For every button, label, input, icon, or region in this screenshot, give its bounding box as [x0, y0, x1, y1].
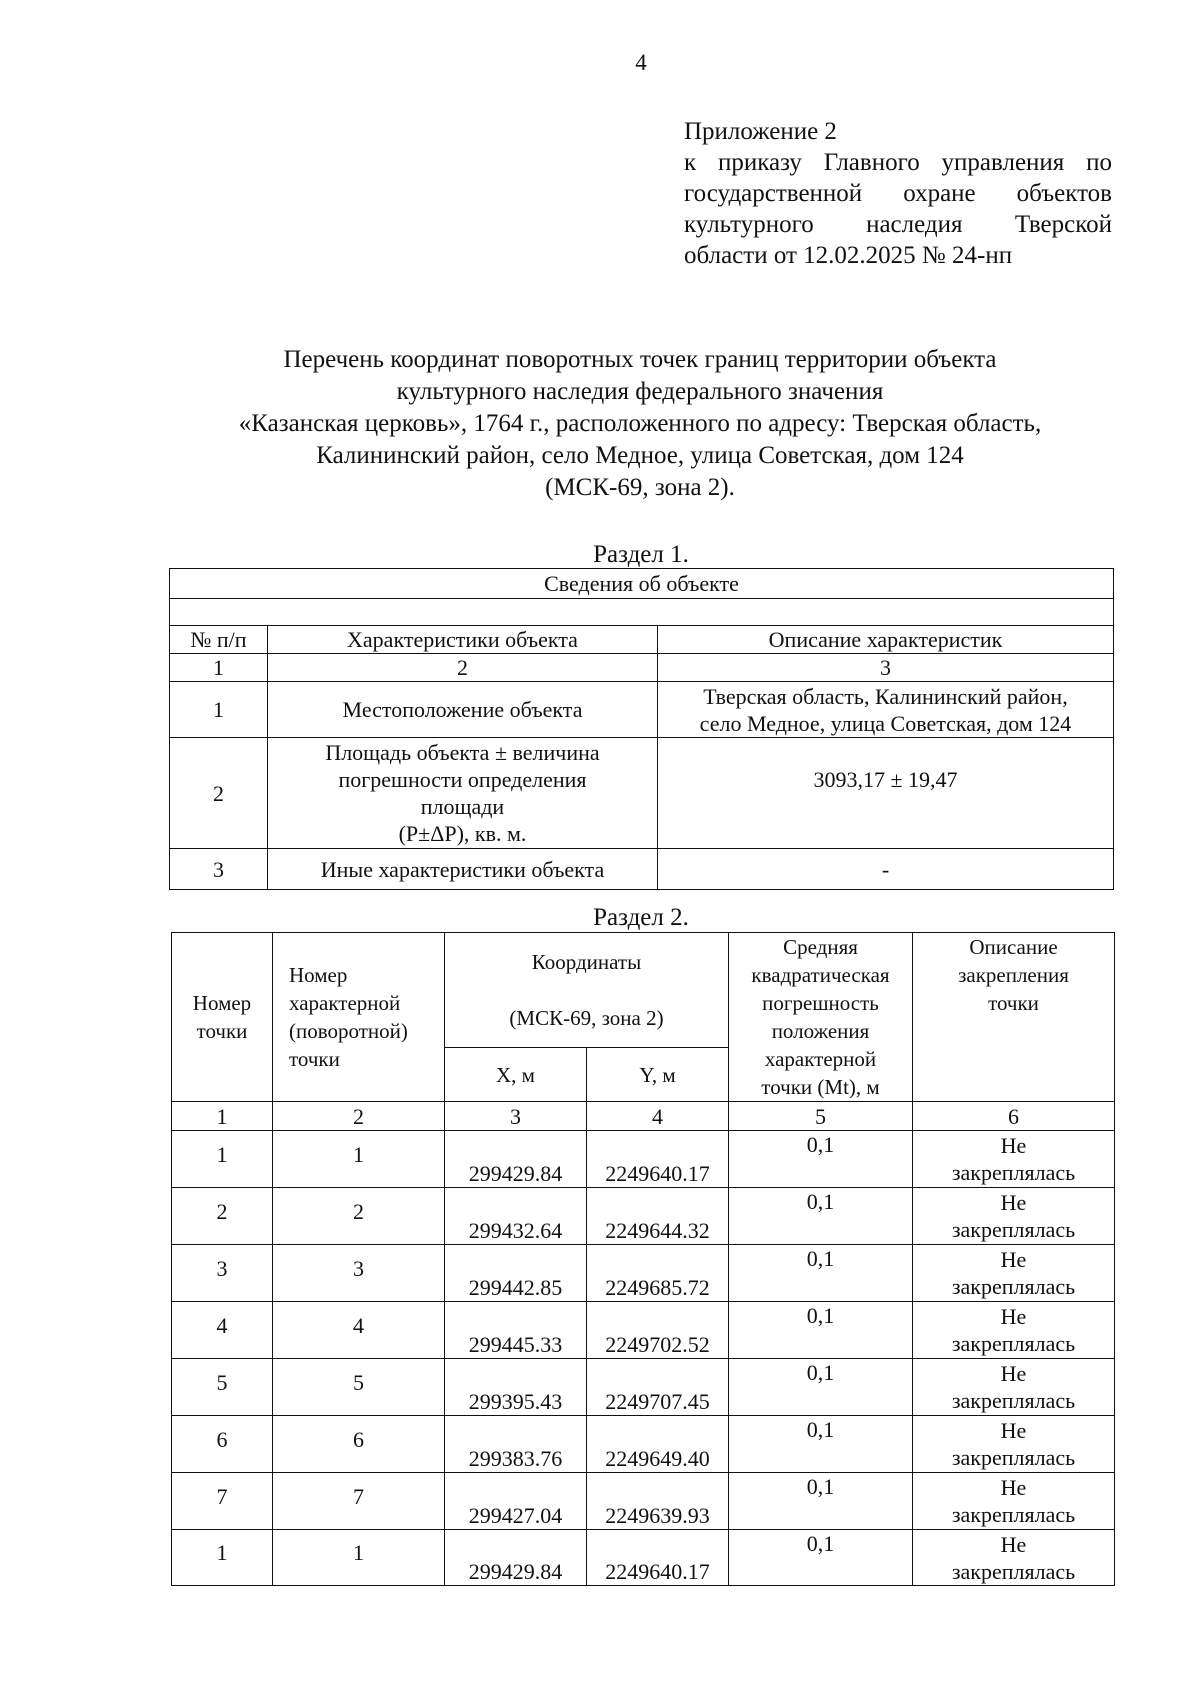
header-y: Y, м	[587, 1048, 729, 1102]
description-cell	[658, 682, 1114, 738]
y-coordinate-cell: 2249644.32	[587, 1188, 729, 1245]
document-title	[140, 344, 1140, 504]
cell-line: закреплялась	[951, 1217, 1076, 1242]
cell-line: закреплялась	[951, 1331, 1076, 1356]
row-number: 2	[170, 738, 268, 849]
cell-line: закреплялась	[951, 1160, 1076, 1185]
column-header: Характеристики объекта	[268, 626, 658, 654]
cell-line: Площадь объекта ± величина	[325, 740, 600, 765]
mean-error-cell: 0,1	[729, 1416, 913, 1473]
y-coordinate-cell: 2249640.17	[587, 1131, 729, 1188]
header-line: Средняя	[783, 935, 858, 959]
x-coordinate-cell: 299395.43	[445, 1359, 587, 1416]
fixing-description-cell	[913, 1473, 1115, 1530]
characteristic-point-cell: 1	[273, 1530, 445, 1586]
point-number-cell: 3	[172, 1245, 273, 1302]
appendix-line: области от 12.02.2025 № 24-нп	[684, 242, 1013, 269]
x-coordinate-cell: 299432.64	[445, 1188, 587, 1245]
x-coordinate-cell: 299429.84	[445, 1530, 587, 1586]
point-number-cell: 6	[172, 1416, 273, 1473]
row-number: 1	[170, 682, 268, 738]
column-number: 3	[658, 654, 1114, 682]
header-line	[448, 976, 725, 1004]
cell-line: (P±ΔP), кв. м.	[398, 821, 527, 846]
y-coordinate-cell: 2249685.72	[587, 1245, 729, 1302]
header-coordinates	[445, 933, 729, 1048]
mean-error-cell: 0,1	[729, 1131, 913, 1188]
title-line: культурного наследия федерального значения	[396, 378, 884, 405]
cell-line: Не	[1000, 1361, 1027, 1386]
table-row	[170, 682, 1114, 738]
header-line: характерной	[764, 1047, 877, 1071]
column-number: 5	[729, 1102, 913, 1131]
cell-line: Не	[1000, 1531, 1027, 1557]
fixing-description-cell	[913, 1302, 1115, 1359]
cell-line: Тверская область, Калининский район,	[703, 683, 1068, 709]
point-number-cell: 2	[172, 1188, 273, 1245]
header-line: точки	[289, 1047, 340, 1071]
header-line: погрешность	[762, 991, 879, 1015]
fixing-description-cell	[913, 1359, 1115, 1416]
header-line: положения	[771, 1019, 870, 1043]
point-number-cell: 5	[172, 1359, 273, 1416]
header-line: (МСК-69, зона 2)	[509, 1006, 664, 1030]
characteristic-point-cell: 4	[273, 1302, 445, 1359]
header-line: Координаты	[531, 950, 642, 974]
x-coordinate-cell: 299445.33	[445, 1302, 587, 1359]
table-row	[172, 1302, 1115, 1359]
mean-error-cell: 0,1	[729, 1245, 913, 1302]
table-row	[172, 1416, 1115, 1473]
table-row	[172, 1245, 1115, 1302]
header-line: (поворотной)	[289, 1019, 408, 1043]
mean-error-cell: 0,1	[729, 1302, 913, 1359]
y-coordinate-cell: 2249640.17	[587, 1530, 729, 1586]
section1-label: Раздел 1.	[593, 541, 689, 568]
header-fixing-description	[913, 933, 1115, 1102]
cell-line: закреплялась	[951, 1502, 1076, 1527]
cell-line: село Медное, улица Советская, дом 124	[699, 710, 1072, 736]
cell-line: закреплялась	[951, 1274, 1076, 1299]
header-x: X, м	[445, 1048, 587, 1102]
cell-line: Не	[1000, 1190, 1027, 1215]
section2-label: Раздел 2.	[593, 904, 689, 931]
cell-line: площади	[420, 794, 505, 819]
y-coordinate-cell: 2249639.93	[587, 1473, 729, 1530]
y-coordinate-cell: 2249702.52	[587, 1302, 729, 1359]
header-line: точки	[196, 1019, 248, 1043]
fixing-description-cell	[913, 1416, 1115, 1473]
title-line: (МСК-69, зона 2).	[545, 474, 735, 501]
title-line: Перечень координат поворотных точек границ территории объекта	[283, 346, 997, 373]
object-info-table	[169, 568, 1114, 890]
table-row	[172, 1359, 1115, 1416]
y-coordinate-cell: 2249707.45	[587, 1359, 729, 1416]
appendix-line: к приказу Главного управления по	[684, 149, 1112, 176]
characteristic-point-cell: 6	[273, 1416, 445, 1473]
mean-error-cell: 0,1	[729, 1188, 913, 1245]
header-line: квадратическая	[751, 963, 890, 987]
header-line: точки (Mt), м	[761, 1075, 880, 1099]
cell-line: Не	[1000, 1304, 1027, 1329]
row-number: 3	[170, 849, 268, 890]
cell-line: закреплялась	[951, 1558, 1076, 1584]
cell-line: Местоположение объекта	[342, 697, 583, 722]
characteristic-cell	[268, 738, 658, 849]
characteristic-point-cell: 3	[273, 1245, 445, 1302]
point-number-cell: 4	[172, 1302, 273, 1359]
cell-line: 3093,17 ± 19,47	[813, 767, 958, 792]
mean-error-cell: 0,1	[729, 1473, 913, 1530]
cell-line: закреплялась	[951, 1445, 1076, 1470]
fixing-description-cell	[913, 1188, 1115, 1245]
header-line: точки	[988, 991, 1039, 1015]
x-coordinate-cell: 299427.04	[445, 1473, 587, 1530]
table-row	[172, 1530, 1115, 1586]
coordinates-table	[171, 932, 1115, 1586]
cell-line: Не	[1000, 1475, 1027, 1500]
title-line: «Казанская церковь», 1764 г., расположенного по адресу: Тверская область,	[238, 410, 1042, 437]
column-number: 4	[587, 1102, 729, 1131]
header-point-number	[172, 933, 273, 1102]
mean-error-cell: 0,1	[729, 1359, 913, 1416]
table-row	[172, 1473, 1115, 1530]
characteristic-point-cell: 5	[273, 1359, 445, 1416]
characteristic-cell	[268, 682, 658, 738]
cell-line: -	[881, 856, 890, 882]
column-number: 2	[273, 1102, 445, 1131]
cell-line: Не	[1000, 1247, 1027, 1272]
column-number: 3	[445, 1102, 587, 1131]
column-number: 1	[170, 654, 268, 682]
table-row	[172, 1188, 1115, 1245]
header-line: Номер	[192, 991, 252, 1015]
appendix-line: государственной охране объектов	[684, 180, 1112, 207]
header-characteristic-point	[273, 933, 445, 1102]
point-number-cell: 1	[172, 1131, 273, 1188]
appendix-line: культурного наследия Тверской	[684, 211, 1112, 238]
cell-line: погрешности определения	[338, 767, 587, 792]
point-number-cell: 1	[172, 1530, 273, 1586]
cell-line: Не	[1000, 1418, 1027, 1443]
appendix-line: Приложение 2	[684, 118, 837, 145]
description-cell	[658, 738, 1114, 849]
header-line: характерной	[289, 991, 401, 1015]
spacer-row	[170, 599, 1114, 626]
x-coordinate-cell: 299383.76	[445, 1416, 587, 1473]
x-coordinate-cell: 299429.84	[445, 1131, 587, 1188]
table-row	[170, 738, 1114, 849]
table-caption: Сведения об объекте	[170, 569, 1114, 599]
header-mean-error	[729, 933, 913, 1102]
header-line: закрепления	[958, 963, 1069, 987]
column-number: 1	[172, 1102, 273, 1131]
cell-line: Иные характеристики объекта	[320, 856, 605, 882]
header-line: Описание	[969, 935, 1058, 959]
cell-line: закреплялась	[951, 1388, 1076, 1413]
column-header: № п/п	[170, 626, 268, 654]
mean-error-cell: 0,1	[729, 1530, 913, 1586]
fixing-description-cell	[913, 1530, 1115, 1586]
fixing-description-cell	[913, 1131, 1115, 1188]
characteristic-point-cell: 2	[273, 1188, 445, 1245]
fixing-description-cell	[913, 1245, 1115, 1302]
page-number: 4	[635, 50, 647, 75]
point-number-cell: 7	[172, 1473, 273, 1530]
table-row	[172, 1131, 1115, 1188]
header-line: Номер	[289, 963, 348, 987]
description-cell	[658, 849, 1114, 890]
title-line: Калининский район, село Медное, улица Советская, дом 124	[316, 442, 964, 469]
appendix-heading	[684, 116, 1112, 271]
column-number: 2	[268, 654, 658, 682]
column-header: Описание характеристик	[658, 626, 1114, 654]
characteristic-point-cell: 7	[273, 1473, 445, 1530]
characteristic-cell	[268, 849, 658, 890]
table-row	[170, 849, 1114, 890]
characteristic-point-cell: 1	[273, 1131, 445, 1188]
column-number: 6	[913, 1102, 1115, 1131]
y-coordinate-cell: 2249649.40	[587, 1416, 729, 1473]
x-coordinate-cell: 299442.85	[445, 1245, 587, 1302]
cell-line: Не	[1000, 1133, 1027, 1158]
